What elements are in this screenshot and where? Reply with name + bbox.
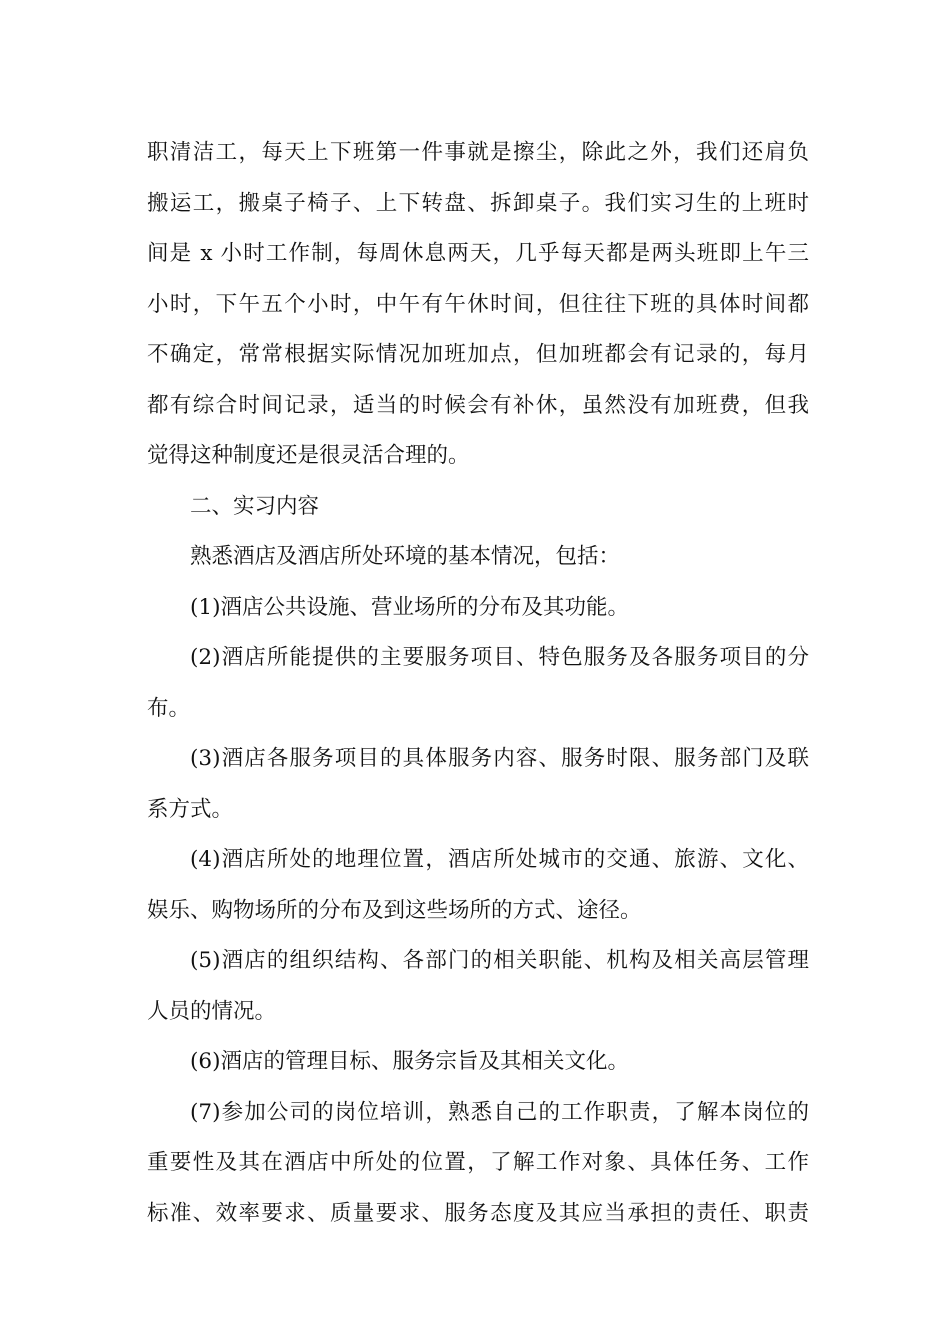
paragraph-line: 都有综合时间记录，适当的时候会有补休，虽然没有加班费，但我 [147,392,809,418]
intro-paragraph [147,128,809,482]
paragraph-line: 小时，下午五个小时，中午有午休时间，但往往下班的具体时间都 [147,291,809,317]
list-item [147,583,809,634]
list-item [147,633,809,734]
paragraph-line: 职清洁工，每天上下班第一件事就是擦尘，除此之外，我们还肩负 [147,140,809,165]
paragraph-line: 不确定，常常根据实际情况加班加点，但加班都会有记录的，每月 [147,342,809,367]
list-item-line: 娱乐、购物场所的分布及到这些场所的方式、途径。 [147,897,642,923]
list-item [147,1088,809,1240]
list-item [147,936,809,1037]
list-item-line: (3)酒店各服务项目的具体服务内容、服务时限、服务部门及联 [190,746,809,771]
list-item-line: (2)酒店所能提供的主要服务项目、特色服务及各服务项目的分 [190,645,809,670]
list-item-line: 布。 [147,695,191,721]
section-heading: 二、实习内容 [190,493,320,519]
paragraph-line: 间是 x 小时工作制，每周休息两天，几乎每天都是两头班即上午三 [147,241,809,266]
list-item [147,835,809,936]
list-item [147,734,809,835]
document-body [147,128,809,1239]
list-item [147,1037,809,1088]
list-item-line: 重要性及其在酒店中所处的位置，了解工作对象、具体任务、工作 [147,1150,809,1175]
paragraph-line: 觉得这种制度还是很灵活合理的。 [147,443,470,468]
list-item-line: (6)酒店的管理目标、服务宗旨及其相关文化。 [190,1049,629,1074]
list-item-line: 标准、效率要求、质量要求、服务态度及其应当承担的责任、职责 [147,1200,809,1226]
list-item-line: (7)参加公司的岗位培训，熟悉自己的工作职责，了解本岗位的 [190,1099,809,1125]
list-item-line: 人员的情况。 [147,998,277,1024]
list-item-line: (4)酒店所处的地理位置，酒店所处城市的交通、旅游、文化、 [190,847,809,872]
paragraph-line: 搬运工，搬桌子椅子、上下转盘、拆卸桌子。我们实习生的上班时 [147,190,809,216]
lead-sentence: 熟悉酒店及酒店所处环境的基本情况，包括： [190,544,621,569]
list-item-line: (1)酒店公共设施、营业场所的分布及其功能。 [190,594,629,620]
list-item-line: (5)酒店的组织结构、各部门的相关职能、机构及相关高层管理 [190,948,809,973]
list-item-line: 系方式。 [147,796,234,822]
